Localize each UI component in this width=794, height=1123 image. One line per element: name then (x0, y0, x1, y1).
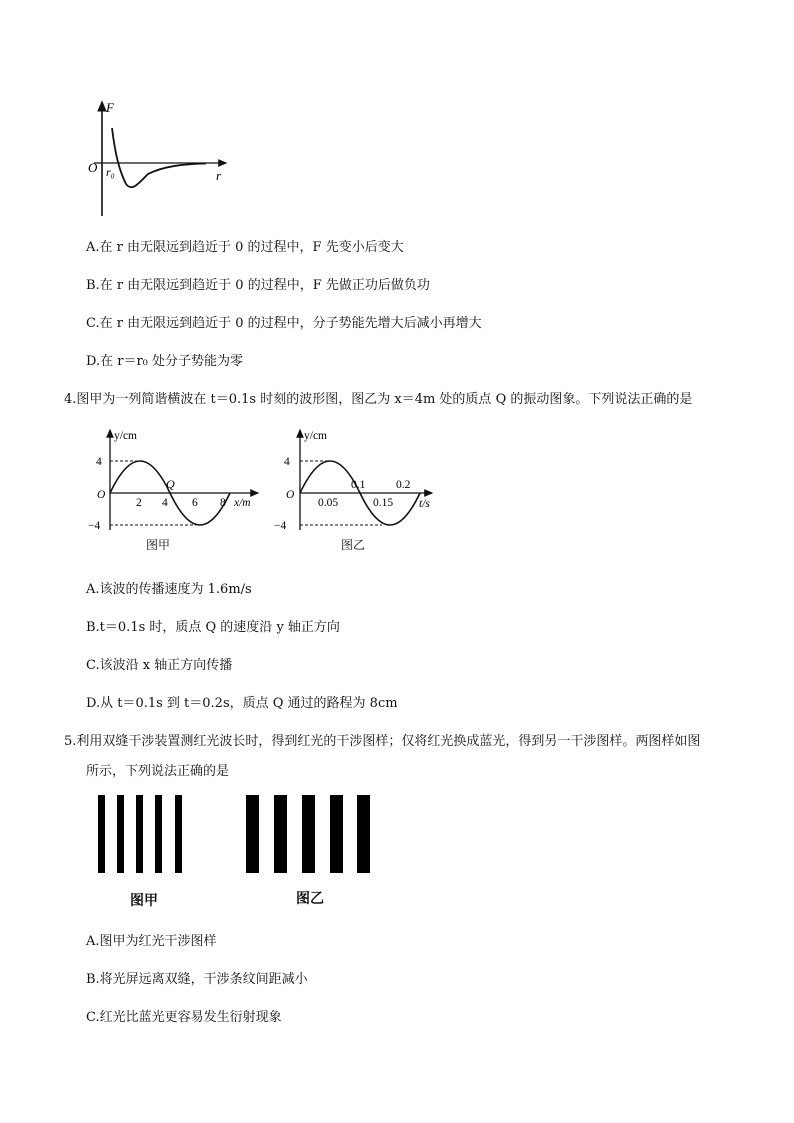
fringe-bar (98, 795, 105, 873)
q4-option-b[interactable]: B.t＝0.1s 时，质点 Q 的速度沿 y 轴正方向 (86, 620, 340, 635)
origin-label: O (286, 489, 295, 501)
xtick-8: 8 (220, 497, 226, 509)
force-distance-graph (84, 98, 234, 220)
fringe-bar (117, 795, 124, 873)
ylabel: y/cm (114, 430, 137, 442)
ylabel: y/cm (304, 430, 327, 442)
fringe-pattern-a (98, 795, 190, 873)
q5-option-c[interactable]: C.红光比蓝光更容易发生衍射现象 (86, 1010, 282, 1025)
xlabel: x/m (234, 497, 251, 509)
r0-label: r₀ (106, 165, 115, 179)
fringe-bar (274, 795, 287, 873)
q5-stem-line1: 5.利用双缝干涉装置测红光波长时，得到红光的干涉图样；仅将红光换成蓝光，得到另一干涉图样。两图样如图 (64, 734, 701, 749)
xtick-6: 6 (192, 497, 198, 509)
xtick-0.15: 0.15 (373, 497, 394, 509)
wave-b-caption: 图乙 (341, 538, 366, 552)
fringe-bar (246, 795, 259, 873)
q3-option-c[interactable]: C.在 r 由无限远到趋近于 0 的过程中，分子势能先增大后减小再增大 (86, 316, 482, 331)
q4-stem: 4.图甲为一列简谐横波在 t＝0.1s 时刻的波形图，图乙为 x＝4m 处的质点 Q 的振动图象。下列说法正确的是 (64, 392, 693, 407)
q5-option-b[interactable]: B.将光屏远离双缝，干涉条纹间距减小 (86, 972, 308, 987)
q4-option-a[interactable]: A.该波的传播速度为 1.6m/s (86, 582, 252, 597)
axis-x-label: r (216, 168, 222, 183)
wave-graph-b (272, 428, 440, 532)
fringe-a-caption: 图甲 (130, 893, 158, 909)
xtick-2: 2 (136, 497, 142, 509)
xtick-0.2: 0.2 (396, 479, 411, 491)
wave-a-caption: 图甲 (146, 538, 171, 552)
origin-label: O (88, 160, 98, 175)
force-curve (112, 128, 206, 187)
q3-option-b[interactable]: B.在 r 由无限远到趋近于 0 的过程中，F 先做正功后做负功 (86, 278, 430, 293)
fringe-bar (302, 795, 315, 873)
q4-option-c[interactable]: C.该波沿 x 轴正方向传播 (86, 658, 233, 673)
fringe-bar (357, 795, 370, 873)
ytick-neg4: −4 (274, 520, 287, 532)
q3-option-a[interactable]: A.在 r 由无限远到趋近于 0 的过程中，F 先变小后变大 (86, 240, 404, 255)
xtick-0.1: 0.1 (351, 479, 366, 491)
xtick-0.05: 0.05 (318, 497, 339, 509)
wave-graph-a (86, 428, 264, 532)
point-q-label: Q (166, 477, 175, 491)
axis-y-label: F (106, 100, 114, 115)
fringe-bar (155, 795, 162, 873)
fringe-b-caption: 图乙 (296, 891, 324, 907)
fringe-bar (136, 795, 143, 873)
xlabel: t/s (419, 498, 430, 510)
ytick-4: 4 (284, 456, 290, 468)
origin-label: O (97, 489, 106, 501)
xtick-4: 4 (162, 497, 168, 509)
q5-stem-line2: 所示，下列说法正确的是 (86, 764, 230, 779)
q3-option-d[interactable]: D.在 r＝r₀ 处分子势能为零 (86, 354, 243, 369)
q4-option-d[interactable]: D.从 t＝0.1s 到 t＝0.2s，质点 Q 通过的路程为 8cm (86, 696, 398, 711)
fringe-pattern-b (246, 795, 372, 873)
ytick-neg4: −4 (88, 520, 101, 532)
fringe-bar (330, 795, 343, 873)
fringe-bar (175, 795, 182, 873)
ytick-4: 4 (96, 456, 102, 468)
q5-option-a[interactable]: A.图甲为红光干涉图样 (86, 934, 217, 949)
